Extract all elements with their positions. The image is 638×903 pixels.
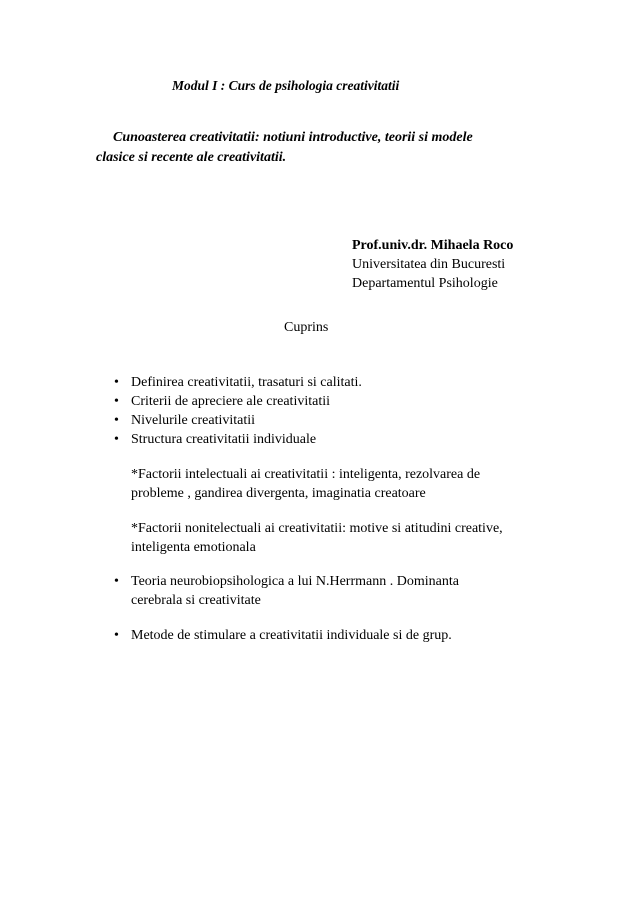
author-university: Universitatea din Bucuresti xyxy=(352,257,506,272)
intro-line-2: clasice si recente ale creativitatii. xyxy=(96,150,287,165)
bullet-icon: • xyxy=(114,628,119,643)
toc-sub-intellectual-line-1: *Factorii intelectuali ai creativitatii : inteligenta, rezolvarea de xyxy=(131,467,481,482)
toc-sub-nonintellectual-line-2: inteligenta emotionala xyxy=(131,540,256,555)
toc-item-structure: Structura creativitatii individuale xyxy=(131,432,317,447)
toc-item-definition: Definirea creativitatii, trasaturi si calitati. xyxy=(131,375,362,390)
toc-heading: Cuprins xyxy=(284,320,329,335)
author-block xyxy=(352,236,513,293)
toc-item-herrmann-line-1: Teoria neurobiopsihologica a lui N.Herrmann . Dominanta xyxy=(131,574,459,589)
bullet-icon: • xyxy=(114,375,119,390)
toc-item-criteria: Criterii de apreciere ale creativitatii xyxy=(131,394,330,409)
intro-paragraph xyxy=(96,128,556,168)
module-title: Modul I : Curs de psihologia creativitatii xyxy=(172,78,400,93)
toc-sub-nonintellectual-line-1: *Factorii nonitelectuali ai creativitatii: motive si atitudini creative, xyxy=(131,521,503,536)
toc-sub-intellectual-line-2: probleme , gandirea divergenta, imaginatia creatoare xyxy=(131,486,426,501)
toc-item-methods: Metode de stimulare a creativitatii individuale si de grup. xyxy=(131,628,452,643)
author-department: Departamentul Psihologie xyxy=(352,276,498,291)
bullet-icon: • xyxy=(114,432,119,447)
toc-item-herrmann-line-2: cerebrala si creativitate xyxy=(131,593,261,608)
bullet-icon: • xyxy=(114,394,119,409)
author-name: Prof.univ.dr. Mihaela Roco xyxy=(352,238,514,253)
bullet-icon: • xyxy=(114,574,119,589)
intro-line-1: Cunoasterea creativitatii: notiuni introductive, teorii si modele xyxy=(113,130,473,145)
toc-item-levels: Nivelurile creativitatii xyxy=(131,413,256,428)
bullet-icon: • xyxy=(114,413,119,428)
